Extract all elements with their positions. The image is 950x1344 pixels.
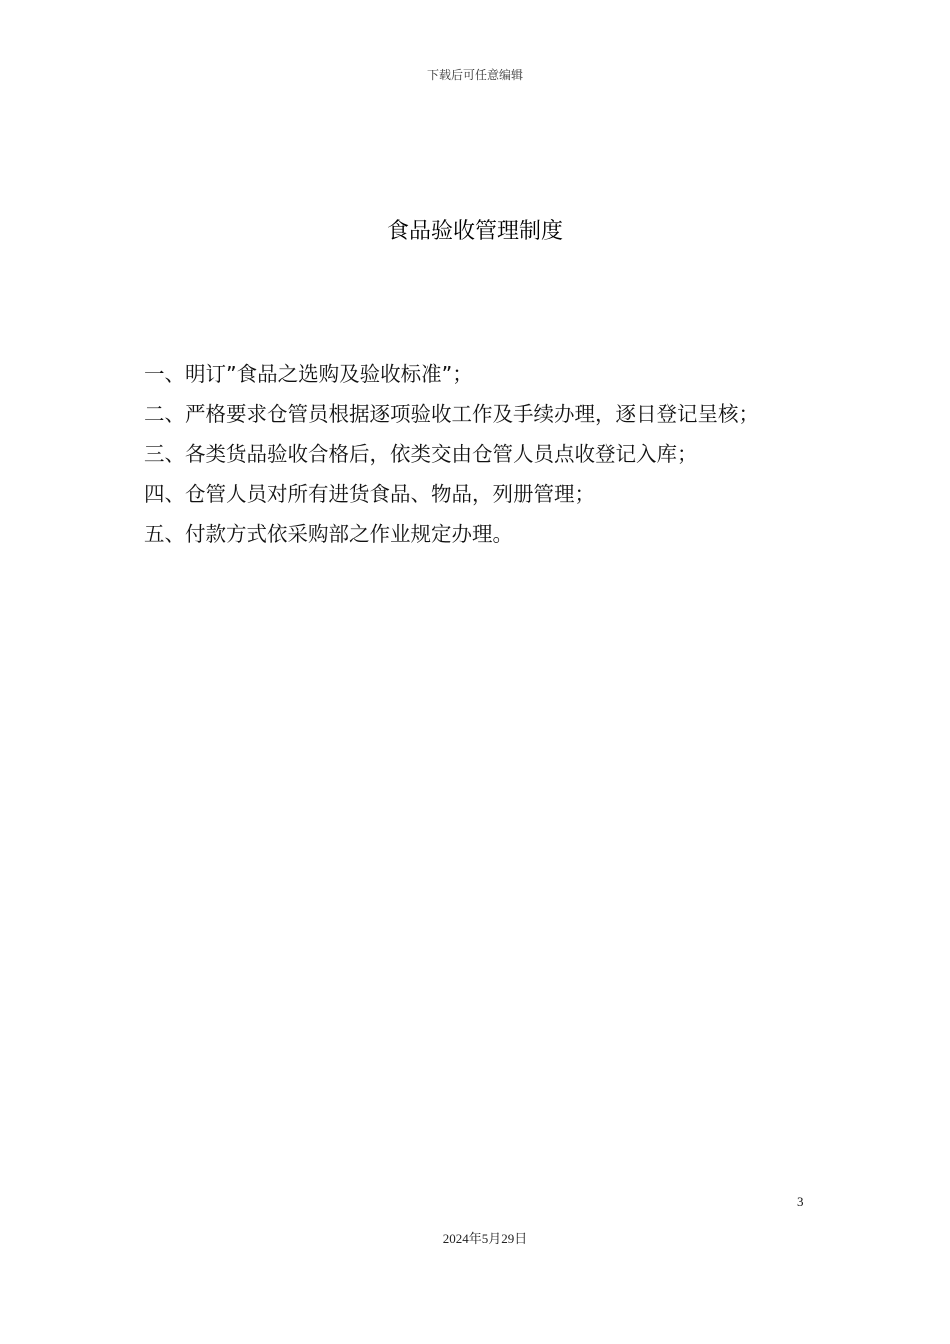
list-item: 二、严格要求仓管员根据逐项验收工作及手续办理，逐日登记呈核； [144, 402, 759, 426]
list-item: 四、仓管人员对所有进货食品、物品，列册管理； [144, 482, 595, 506]
footer-date: 2024年5月29日 [442, 1231, 528, 1246]
regulation-list [144, 354, 844, 554]
header-note: 下载后可任意编辑 [426, 68, 523, 82]
list-item: 五、付款方式依采购部之作业规定办理。 [144, 522, 513, 546]
list-item: 一、明订”食品之选购及验收标准”； [144, 362, 473, 386]
page-number: 3 [797, 1194, 804, 1209]
list-item: 三、各类货品验收合格后，依类交由仓管人员点收登记入库； [144, 442, 698, 466]
page-title: 食品验收管理制度 [386, 219, 563, 244]
